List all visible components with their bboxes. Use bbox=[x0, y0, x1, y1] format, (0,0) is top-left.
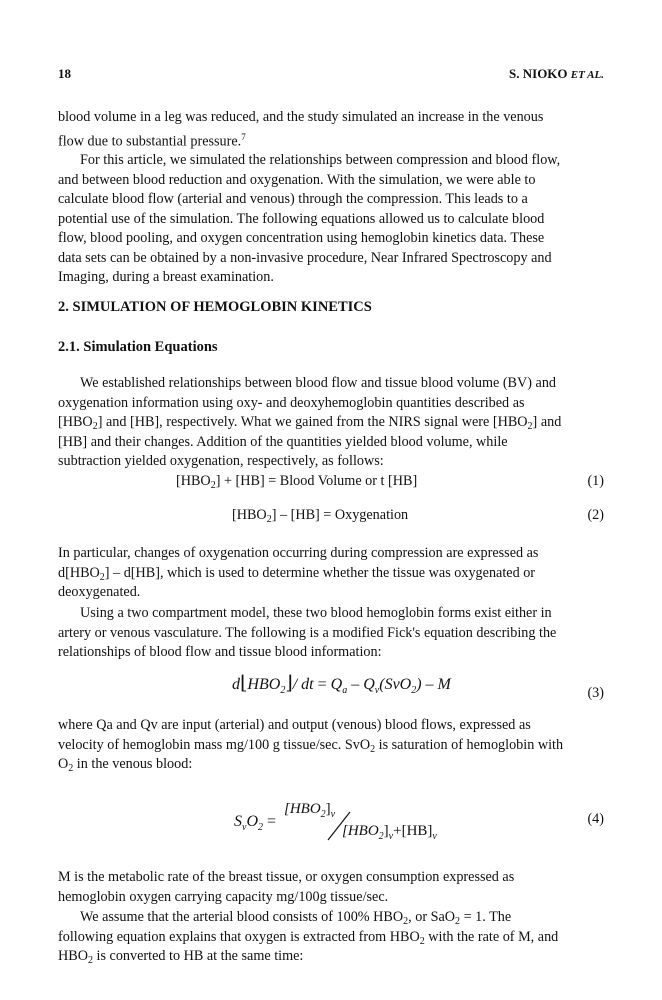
text-line: potential use of the simulation. The following equations allowed us to calculate blood bbox=[58, 210, 545, 227]
text-line: and between blood reduction and oxygenation. With the simulation, we were able to bbox=[58, 171, 536, 188]
text-line: velocity of hemoglobin mass mg/100 g tissue/sec. SvO$_2$ is saturation of hemoglobin with bbox=[58, 736, 564, 755]
text-line: Using a two compartment model, these two blood hemoglobin forms exist either in bbox=[80, 605, 552, 621]
running-header bbox=[58, 64, 604, 84]
paragraph-6 bbox=[58, 716, 604, 775]
paragraph-1 bbox=[58, 108, 604, 152]
text-line: In particular, changes of oxygenation occurring during compression are expressed as bbox=[58, 545, 539, 561]
equation-number-4: (4) bbox=[587, 811, 604, 827]
text-line: [HB] and their changes. Addition of the quantities yielded blood volume, while bbox=[58, 433, 508, 450]
text-line: following equation explains that oxygen is extracted from $HBO_2$ with the rate of M, and bbox=[58, 928, 559, 947]
paragraph-3 bbox=[58, 374, 604, 472]
paragraph-5 bbox=[58, 604, 604, 663]
text-line: $O_2$ in the venous blood: bbox=[58, 756, 193, 774]
text-line: where Qa and Qv are input (arterial) and output (venous) blood flows, expressed as bbox=[58, 717, 531, 733]
section-heading: 2. SIMULATION OF HEMOGLOBIN KINETICS bbox=[58, 299, 372, 315]
equation-1: $[HBO_2] + [HB]$ = Blood Volume or t [HB] bbox=[176, 473, 418, 491]
equation-2: $[HBO_2] - [HB]$ = Oxygenation bbox=[232, 507, 409, 525]
text-line: flow, blood pooling, and oxygen concentration using hemoglobin kinetics data. These bbox=[58, 230, 545, 246]
text-line: $HBO_2$ is converted to HB at the same time: bbox=[58, 948, 304, 966]
paragraph-2 bbox=[58, 151, 604, 288]
text-line: Imaging, during a breast examination. bbox=[58, 269, 274, 285]
text-line: We assume that the arterial blood consists of 100% $HBO_2$, or SaO$_2$ = 1. The bbox=[80, 909, 512, 927]
text-line: relationships of blood flow and tissue blood information: bbox=[58, 644, 382, 660]
text-line: $d[HBO_2] - d[HB]$, which is used to determine whether the tissue was oxygenated or bbox=[58, 564, 536, 583]
text-line: calculate blood flow (arterial and venous) through the compression. This leads to a bbox=[58, 191, 528, 207]
paragraph-8 bbox=[58, 908, 604, 967]
text-line: M is the metabolic rate of the breast tissue, or oxygen consumption expressed as bbox=[58, 869, 515, 885]
paragraph-4 bbox=[58, 544, 604, 603]
et-al: ET AL. bbox=[570, 69, 604, 81]
text-line: We established relationships between blood flow and tissue blood volume (BV) and bbox=[80, 375, 557, 391]
page-number: 18 bbox=[58, 66, 71, 81]
equation-number-1: (1) bbox=[587, 473, 604, 489]
equation-4: $S_vO_2$ = $[HBO_2]_v$ $[HBO_2]_v+[HB]_v$ bbox=[234, 801, 437, 842]
text-line: oxygenation information using oxy- and deoxyhemoglobin quantities described as bbox=[58, 394, 525, 411]
text-line: artery or venous vasculature. The following is a modified Fick's equation describing the bbox=[58, 624, 557, 641]
text-line: $[HBO_2]$ and [HB], respectively. What we gained from the NIRS signal were $[HBO_2]$ and bbox=[58, 414, 562, 432]
equation-number-3: (3) bbox=[587, 685, 604, 701]
author-name: S. NIOKO bbox=[509, 66, 568, 81]
text-line: flow due to substantial pressure.$^7$ bbox=[58, 131, 246, 150]
text-line: deoxygenated. bbox=[58, 584, 141, 600]
text-line: blood volume in a leg was reduced, and the study simulated an increase in the venous bbox=[58, 109, 544, 125]
text-line: data sets can be obtained by a non-invasive procedure, Near Infrared Spectroscopy and bbox=[58, 249, 552, 266]
paragraph-7 bbox=[58, 868, 604, 907]
text-line: hemoglobin oxygen carrying capacity mg/100g tissue/sec. bbox=[58, 888, 389, 905]
equation-number-2: (2) bbox=[587, 507, 604, 523]
reference-superscript: 7 bbox=[241, 131, 246, 142]
text-line: For this article, we simulated the relationships between compression and blood flow, bbox=[80, 152, 561, 168]
author-header bbox=[509, 64, 604, 86]
text-line: subtraction yielded oxygenation, respectively, as follows: bbox=[58, 453, 384, 469]
equation-3: $d⌊HBO_2⌋/$ dt = $Q_a - Q_v(SvO_2)$ – M bbox=[232, 673, 451, 696]
subsection-heading: 2.1. Simulation Equations bbox=[58, 339, 218, 355]
